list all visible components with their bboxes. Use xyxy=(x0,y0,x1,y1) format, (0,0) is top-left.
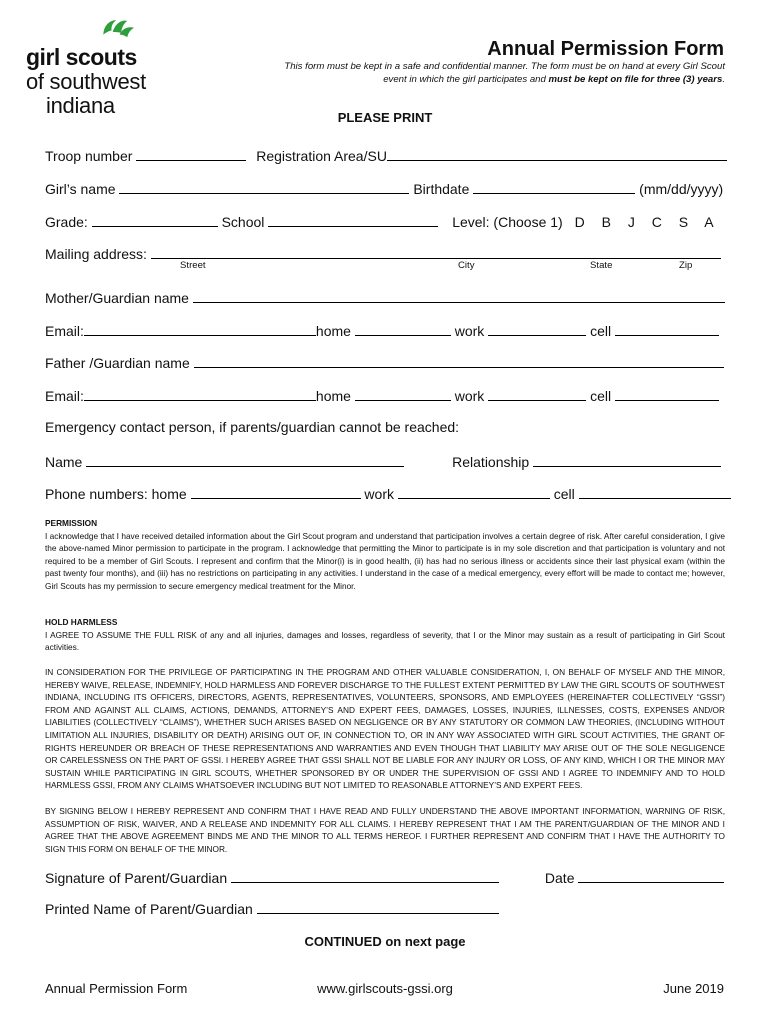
zip-caption: Zip xyxy=(679,260,693,271)
relationship-field[interactable] xyxy=(533,452,721,467)
girl-name-row xyxy=(45,179,723,197)
mailing-address-label: Mailing address: xyxy=(45,246,147,262)
father-email-label: Email: xyxy=(45,388,84,404)
street-caption: Street xyxy=(180,260,206,271)
registration-area-label: Registration Area/SU xyxy=(256,148,387,164)
level-options xyxy=(575,214,714,230)
emergency-name-label: Name xyxy=(45,454,83,470)
grade-field[interactable] xyxy=(92,212,218,227)
emergency-heading: Emergency contact person, if parents/guardian cannot be reached: xyxy=(45,419,460,435)
father-guardian-label: Father /Guardian name xyxy=(45,355,190,371)
printed-name-row xyxy=(45,899,499,917)
mailing-address-row xyxy=(45,244,721,262)
mailing-address-field[interactable] xyxy=(151,244,721,259)
logo-wordmark xyxy=(26,46,146,117)
mother-cell-label: cell xyxy=(590,323,612,339)
emergency-name-field[interactable] xyxy=(86,452,404,467)
page-title: Annual Permission Form xyxy=(487,38,724,60)
permission-section xyxy=(45,517,725,593)
girls-name-field[interactable] xyxy=(119,179,409,194)
logo-line-3: indiana xyxy=(46,93,115,118)
footer-form-name: Annual Permission Form xyxy=(45,981,188,996)
date-field[interactable] xyxy=(578,868,724,883)
level-option-a[interactable]: A xyxy=(704,214,714,230)
signature-label: Signature of Parent/Guardian xyxy=(45,870,228,886)
level-label: Level: (Choose 1) xyxy=(452,214,563,230)
mother-email-label: Email: xyxy=(45,323,84,339)
mother-row xyxy=(45,288,725,306)
father-work-label: work xyxy=(454,388,485,404)
mother-guardian-field[interactable] xyxy=(193,288,725,303)
school-label: School xyxy=(221,214,265,230)
registration-area-field[interactable] xyxy=(387,146,727,161)
mother-home-label: home xyxy=(315,323,351,339)
mother-cell-field[interactable] xyxy=(615,321,719,336)
form-subtitle xyxy=(270,60,725,86)
phone-work-field[interactable] xyxy=(398,484,550,499)
phone-cell-field[interactable] xyxy=(579,484,731,499)
mother-work-field[interactable] xyxy=(488,321,586,336)
grade-row xyxy=(45,212,714,230)
signing-text: BY SIGNING BELOW I HEREBY REPRESENT AND CONFIRM THAT I HAVE READ AND FULLY UNDERSTAND THE ABOVE IMPORTANT INFORMATION, WARNING OF RISK, ASSUMPTION OF RISK, WAIVER, AND A RELEASE AND INDEMNITY FOR ALL CLAIMS. I HEREBY REPRESENT THAT I AM THE PARENT/GUARDIAN OF THE MINOR AND I AGREE THAT THE ABOVE AGREEMENT BINDS ME AND THE MINOR TO ALL TERMS HEREOF. I FURTHER REPRESENT AND CONFIRM THAT I HAVE THE AUTHORITY TO SIGN THIS FORM ON BEHALF OF THE MINOR. xyxy=(45,806,725,854)
level-option-c[interactable]: C xyxy=(651,214,662,230)
hold-harmless-section xyxy=(45,616,725,654)
hold-harmless-text: I AGREE TO ASSUME THE FULL RISK of any and all injuries, damages and losses, regardless of severity, that I or the Minor may sustain as a result of participating in Girl Scout activities. xyxy=(45,629,725,653)
emergency-phone-row xyxy=(45,484,731,502)
subtitle-part-1: This form must be kept in a safe and confidential manner. The form must be on hand at every Girl Scout event in which the girl participates and xyxy=(284,61,725,85)
phone-cell-label: cell xyxy=(553,486,575,502)
school-field[interactable] xyxy=(268,212,438,227)
phone-home-field[interactable] xyxy=(191,484,361,499)
hold-harmless-heading: HOLD HARMLESS xyxy=(45,617,118,627)
signature-row xyxy=(45,868,724,886)
printed-name-field[interactable] xyxy=(257,899,499,914)
footer-date: June 2019 xyxy=(663,981,724,996)
printed-name-label: Printed Name of Parent/Guardian xyxy=(45,901,253,917)
level-option-b[interactable]: B xyxy=(601,214,611,230)
level-option-s[interactable]: S xyxy=(678,214,689,230)
father-guardian-field[interactable] xyxy=(194,353,724,368)
mother-contact-row xyxy=(45,321,719,339)
father-row xyxy=(45,353,724,371)
mother-guardian-label: Mother/Guardian name xyxy=(45,290,189,306)
troop-number-label: Troop number xyxy=(45,148,133,164)
troop-row xyxy=(45,146,727,164)
consideration-text: IN CONSIDERATION FOR THE PRIVILEGE OF PARTICIPATING IN THE PROGRAM AND OTHER VALUABLE CONSIDERATION, I, ON BEHALF OF MYSELF AND THE MINOR, HEREBY WAIVE, RELEASE, INDEMNIFY, HOLD HARMLESS AND FOREVER DISCHARGE TO THE FULLEST EXTENT PERMITTED BY LAW THE GIRL SCOUTS OF SOUTHWEST INDIANA, INCLUDING ITS OFFICERS, DIRECTORS, AGENTS, REPRESENTATIVES, VOLUNTEERS, SPONSORS, AND EMPLOYEES (HEREINAFTER COLLECTIVELY “GSSI”) FROM AND AGAINST ALL CLAIMS, ACTIONS, DEMANDS, ATTORNEY’S AND EXPERT FEES, DAMAGES, LOSSES, INJURIES, ILLNESSES, COSTS, EXPENSES AND/OR LIABILITIES (COLLECTIVELY “CLAIMS”), WHETHER SUCH ARISES BASED ON NEGLIGENCE OR BY ANY STATUTORY OR COMMON LAW THEORIES, (INCLUDING WITHOUT LIMITATION ALL INJURIES, DISABILITY OR DEATH) ARISING OUT OF, IN CONNECTION TO, OR IN ANY WAY ASSOCIATED WITH GIRL SCOUT ACTIVITIES, THE GRANT OF RIGHTS HEREUNDER OR BREACH OF THESE REPRESENTATIONS AND WARRANTIES AND EVEN THOUGH THAT LIABILITY MAY ARISE OUT OF THE SOLE NEGLIGENCE OR CARELESSNESS ON THE PART OF GSSI. I HEREBY AGREE THAT GSSI SHALL NOT BE LIABLE FOR ANY INJURY OR LOSS, OF ANY KIND, WHICH I OR THE MINOR MAY SUSTAIN WHILE PARTICIPATING IN GIRL SCOUTS, WHETHER SPONSORED BY OR UNDER THE SUPERVISION OF GSSI AND I AGREE TO INDEMNIFY AND TO HOLD HARMLESS GSSI, FROM ANY CLAIMS WHATSOEVER INCLUDING BUT NOT LIMITED TO REASONABLE ATTORNEY’S AND EXPERT FEES. xyxy=(45,667,725,791)
permission-text: I acknowledge that I have received detailed information about the Girl Scout program and understand that participation involves a certain degree of risk. After careful consideration, I give the above-named Minor permission to participate in the program. I acknowledge that permitting the Minor to participate is in my sole discretion and that participation is voluntary and not required to be a member of Girl Scouts. I represent and confirm that the Minor(i) is in good health, (ii) has had no serious illness or accidents since their last physical exam (within the past twenty four months), and (iii) has no restrictions on participating in any activities. I understand in the case of a medical emergency, every effort will be made to contact me; however, Girl Scouts has my permission to secure emergency medical treatment for the Minor. xyxy=(45,530,725,591)
phone-home-label: Phone numbers: home xyxy=(45,486,187,502)
father-cell-field[interactable] xyxy=(615,386,719,401)
relationship-label: Relationship xyxy=(452,454,530,470)
level-option-d[interactable]: D xyxy=(574,214,585,230)
troop-number-field[interactable] xyxy=(136,146,246,161)
subtitle-bold: must be kept on file for three (3) years xyxy=(548,74,723,85)
father-email-field[interactable] xyxy=(84,386,316,401)
mother-email-field[interactable] xyxy=(84,321,316,336)
phone-work-label: work xyxy=(364,486,394,502)
emergency-name-row xyxy=(45,452,721,470)
grade-label: Grade: xyxy=(45,214,88,230)
level-option-j[interactable]: J xyxy=(627,214,635,230)
signature-field[interactable] xyxy=(231,868,499,883)
city-caption: City xyxy=(458,260,475,271)
subtitle-end: . xyxy=(722,74,725,85)
state-caption: State xyxy=(590,260,613,271)
date-label: Date xyxy=(544,870,575,886)
mother-home-field[interactable] xyxy=(355,321,451,336)
birthdate-label: Birthdate xyxy=(413,181,470,197)
father-contact-row xyxy=(45,386,719,404)
date-format-label: (mm/dd/yyyy) xyxy=(639,181,724,197)
father-home-field[interactable] xyxy=(355,386,451,401)
mother-work-label: work xyxy=(454,323,485,339)
father-cell-label: cell xyxy=(590,388,612,404)
father-work-field[interactable] xyxy=(488,386,586,401)
footer-website-link[interactable]: www.girlscouts-gssi.org xyxy=(317,981,453,996)
logo-line-1: girl scouts xyxy=(26,44,137,70)
continued-label: CONTINUED on next page xyxy=(304,934,466,949)
logo-line-2: of southwest xyxy=(26,69,146,94)
father-home-label: home xyxy=(315,388,351,404)
permission-heading: PERMISSION xyxy=(45,518,98,528)
girls-name-label: Girl’s name xyxy=(45,181,116,197)
birthdate-field[interactable] xyxy=(473,179,635,194)
please-print-label: PLEASE PRINT xyxy=(337,110,433,125)
